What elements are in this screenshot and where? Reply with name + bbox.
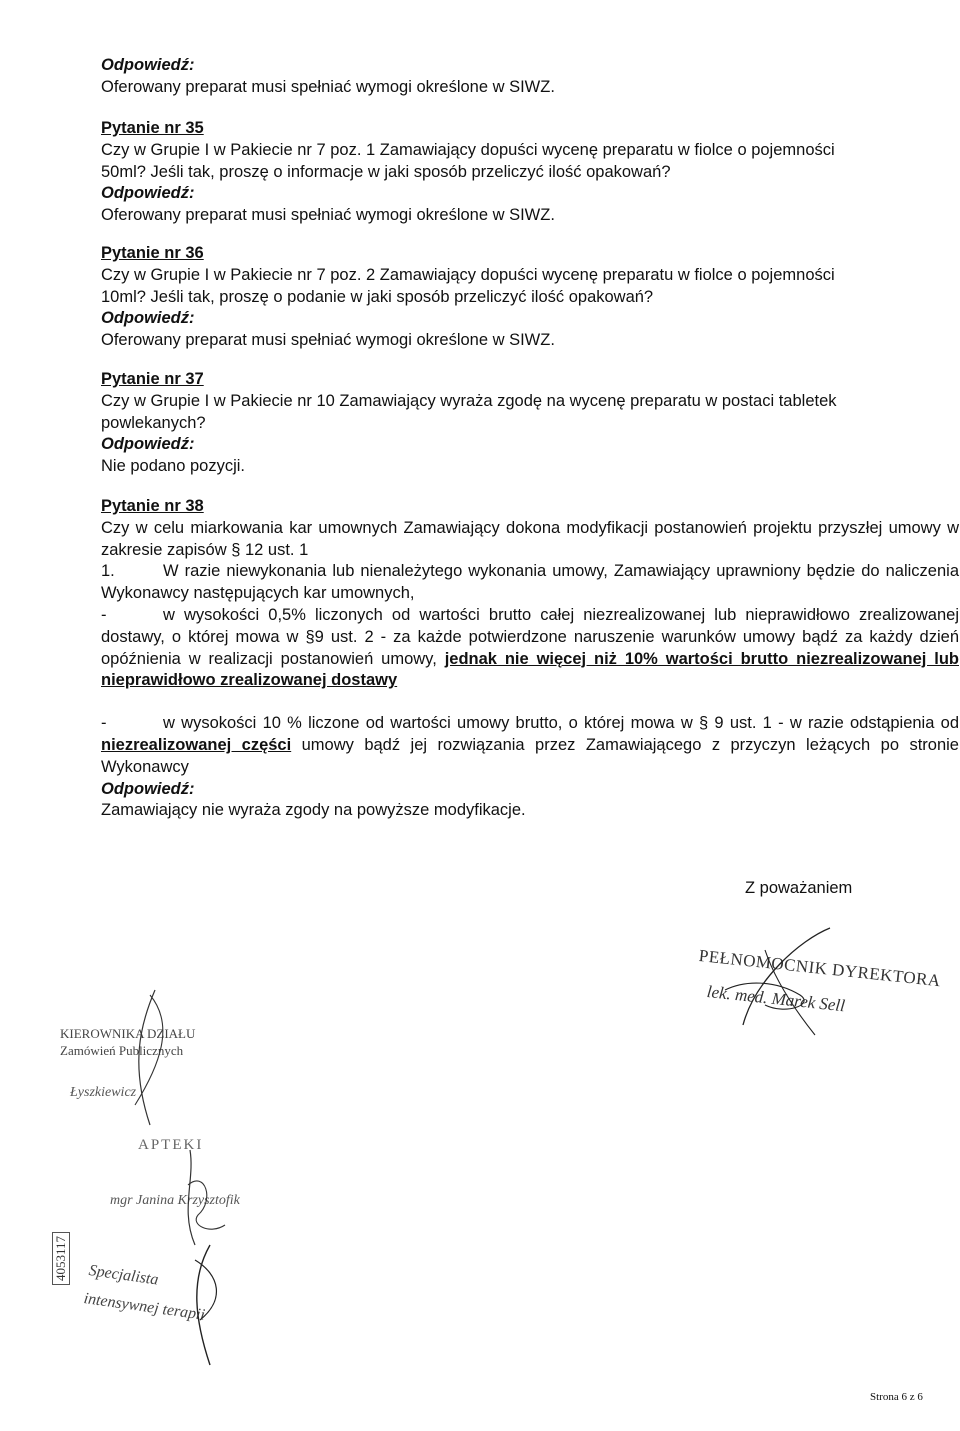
page-footer: Strona 6 z 6: [870, 1391, 923, 1403]
question-line: Czy w Grupie I w Pakiecie nr 10 Zamawiający wyraża zgodę na wycenę preparatu w postaci tabletek: [101, 391, 837, 410]
stamp-left-name: Łyszkiewicz: [70, 1085, 137, 1100]
question-line: Czy w Grupie I w Pakiecie nr 7 poz. 2 Zamawiający dopuści wycenę preparatu w fiolce o pojemności: [101, 265, 835, 284]
dash-item: [101, 605, 959, 692]
question-title: Pytanie nr 35: [101, 119, 204, 137]
dash-item-text: umowy bądź jej rozwiązania przez Zamawiającego z przyczyn leżących po stronie Wykonawcy: [101, 735, 959, 776]
answer-label: Odpowiedź:: [101, 779, 195, 798]
list-item-number: 1.: [101, 562, 115, 581]
stamp-pharmacy-name: mgr Janina Krzysztofik: [110, 1193, 240, 1208]
question-title: Pytanie nr 37: [101, 370, 204, 388]
list-item-text: W razie niewykonania lub nienależytego wykonania umowy, Zamawiający uprawniony będzie do naliczenia Wykonawcy następujących kar umownych,: [101, 562, 959, 603]
question-title: Pytanie nr 36: [101, 244, 204, 262]
question-line: Czy w Grupie I w Pakiecie nr 7 poz. 1 Zamawiający dopuści wycenę preparatu w fiolce o pojemności: [101, 140, 835, 159]
answer-block-top: [101, 55, 959, 99]
stamp-specialist-title: Specjalista: [87, 1262, 160, 1289]
dash-item-emphasis: jednak nie więcej niż 10% wartości brutto niezrealizowanej lub nieprawidłowo zrealizowanej dostawy: [101, 649, 959, 690]
question-35: [101, 118, 959, 227]
stamp-right-name: lek. med. Marek Sell: [706, 982, 846, 1016]
answer-text: Oferowany preparat musi spełniać wymogi określone w SIWZ.: [101, 331, 555, 350]
list-item: [101, 561, 959, 605]
dash-marker: -: [101, 605, 107, 624]
signature-left-2: [150, 1140, 310, 1250]
dash-item-emphasis: niezrealizowanej części: [101, 735, 292, 754]
stamp-left-title: KIEROWNIKA DZIAŁU: [60, 1026, 196, 1041]
stamp-pharmacy-title: APTEKI: [138, 1137, 204, 1153]
stamp-specialist-field: intensywnej terapii: [82, 1290, 207, 1324]
answer-text: Oferowany preparat musi spełniać wymogi określone w SIWZ.: [101, 77, 555, 96]
question-37: [101, 369, 959, 478]
signature-left-1: [60, 985, 220, 1135]
question-title: Pytanie nr 38: [101, 497, 204, 515]
question-line: 50ml? Jeśli tak, proszę o informacje w jaki sposób przeliczyć ilość opakowań?: [101, 162, 671, 181]
answer-text: Oferowany preparat musi spełniać wymogi określone w SIWZ.: [101, 206, 555, 225]
answer-text: Zamawiający nie wyraża zgody na powyższe modyfikacje.: [101, 801, 526, 820]
answer-label: Odpowiedź:: [101, 56, 195, 74]
stamp-id-number: 4053117: [52, 1232, 70, 1285]
spacer: [101, 692, 959, 713]
answer-label: Odpowiedź:: [101, 435, 195, 454]
stamp-left-dept: Zamówień Publicznych: [60, 1043, 184, 1058]
question-line: 10ml? Jeśli tak, proszę o podanie w jaki sposób przeliczyć ilość opakowań?: [101, 287, 654, 306]
stamp-right-title: PEŁNOMOCNIK DYREKTORA: [698, 946, 942, 991]
answer-label: Odpowiedź:: [101, 184, 195, 203]
question-intro: Czy w celu miarkowania kar umownych Zamawiający dokona modyfikacji postanowień projektu przyszłej umowy w zakresie zapisów § 12 ust. 1: [101, 518, 959, 559]
answer-label: Odpowiedź:: [101, 309, 195, 328]
dash-item: [101, 713, 959, 778]
question-line: powlekanych?: [101, 413, 206, 432]
dash-marker: -: [101, 714, 107, 733]
dash-item-text: w wysokości 0,5% liczonych od wartości brutto całej niezrealizowanej lub nieprawidłowo zrealizowanej dostawy, o której mowa w §9 ust. 2 - za każde potwierdzone naruszenie warunków umowy bądź za każdy dzień opóźnienia w realizacji postanowień umowy,: [101, 605, 959, 668]
closing-text: Z poważaniem: [745, 879, 853, 897]
question-36: [101, 243, 959, 352]
question-38: [101, 496, 959, 822]
signature-left-3: [100, 1240, 280, 1370]
dash-item-text: w wysokości 10 % liczone od wartości umowy brutto, o której mowa w § 9 ust. 1 - w razie odstąpienia od: [163, 714, 959, 733]
signature-right: [705, 920, 885, 1040]
answer-text: Nie podano pozycji.: [101, 457, 246, 476]
